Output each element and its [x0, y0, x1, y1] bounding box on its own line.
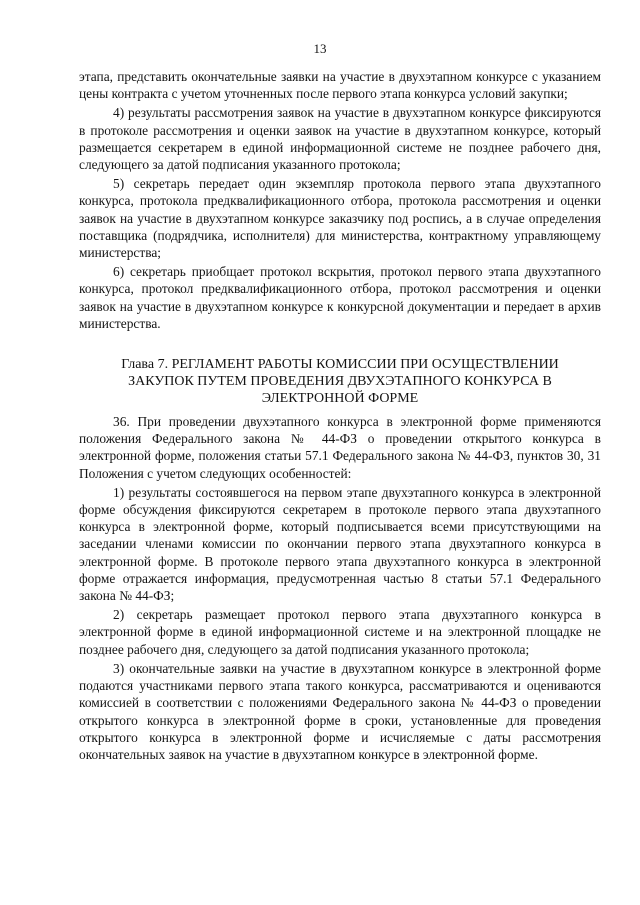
- page-number: 13: [313, 41, 327, 56]
- paragraph-subitem-3: 3) окончательные заявки на участие в двухэтапном конкурсе в электронной форме подаются участниками первого этапа такого конкурса, рассматриваются и оцениваются комиссией в соответствии с положениями Федерального закона № 44-ФЗ о проведении открытого конкурса в электронной форме в сроки, установленные для проведения открытого конкурса в электронной форме и исчисляемые с даты рассмотрения окончательных заявок на участие в двухэтапном конкурсе в электронной форме.: [79, 660, 601, 762]
- document-body: [79, 68, 601, 765]
- paragraph-subitem-1: 1) результаты состоявшегося на первом этапе двухэтапного конкурса в электронной форме обсуждения фиксируются секретарем в протоколе первого этапа двухэтапного конкурса в электронной форме, который подписывается всеми присутствующими на заседании членами комиссии по окончании первого этапа двухэтапного конкурса в электронной форме. В протоколе первого этапа двухэтапного конкурса в электронной форме отражается информация, предусмотренная частью 8 статьи 57.1 Федерального закона № 44-ФЗ;: [79, 484, 601, 604]
- paragraph-item-5: 5) секретарь передает один экземпляр протокола первого этапа двухэтапного конкурса, протокола предквалификационного отбора, протокола рассмотрения и оценки заявок на участие в двухэтапном конкурсе заказчику под роспись, а в случае определения поставщика (подрядчика, исполнителя) для министерства, контрактному управляющему министерства;: [79, 176, 601, 261]
- paragraph-continuation: этапа, представить окончательные заявки на участие в двухэтапном конкурсе с указанием цены контракта с учетом уточненных после первого этапа конкурса условий закупки;: [79, 69, 601, 102]
- chapter-heading: Глава 7. РЕГЛАМЕНТ РАБОТЫ КОМИССИИ ПРИ ОСУЩЕСТВЛЕНИИ ЗАКУПОК ПУТЕМ ПРОВЕДЕНИЯ ДВУХЭТАПНОГО КОНКУРСА В ЭЛЕКТРОННОЙ ФОРМЕ: [121, 357, 559, 407]
- paragraph-item-6: 6) секретарь приобщает протокол вскрытия, протокол первого этапа двухэтапного конкурса, протокол предквалификационного отбора, протокол рассмотрения и оценки заявок на участие в двухэтапном конкурсе к конкурсной документации и передает в архив министерства.: [79, 264, 601, 331]
- paragraph-clause-36: 36. При проведении двухэтапного конкурса в электронной форме применяются положения Федерального закона № 44-ФЗ о проведении открытого конкурса в электронной форме, положения статьи 57.1 Федерального закона № 44-ФЗ, пунктов 30, 31 Положения с учетом следующих особенностей:: [79, 414, 601, 481]
- paragraph-item-4: 4) результаты рассмотрения заявок на участие в двухэтапном конкурсе фиксируются в протоколе рассмотрения и оценки заявок на участие в двухэтапном конкурсе, который размещается секретарем в единой информационной системе не позднее рабочего дня, следующего за датой подписания указанного протокола;: [79, 105, 601, 173]
- paragraph-subitem-2: 2) секретарь размещает протокол первого этапа двухэтапного конкурса в электронной форме в единой информационной системе и на электронной площадке не позднее рабочего дня, следующего за датой подписания указанного протокола;: [79, 607, 601, 657]
